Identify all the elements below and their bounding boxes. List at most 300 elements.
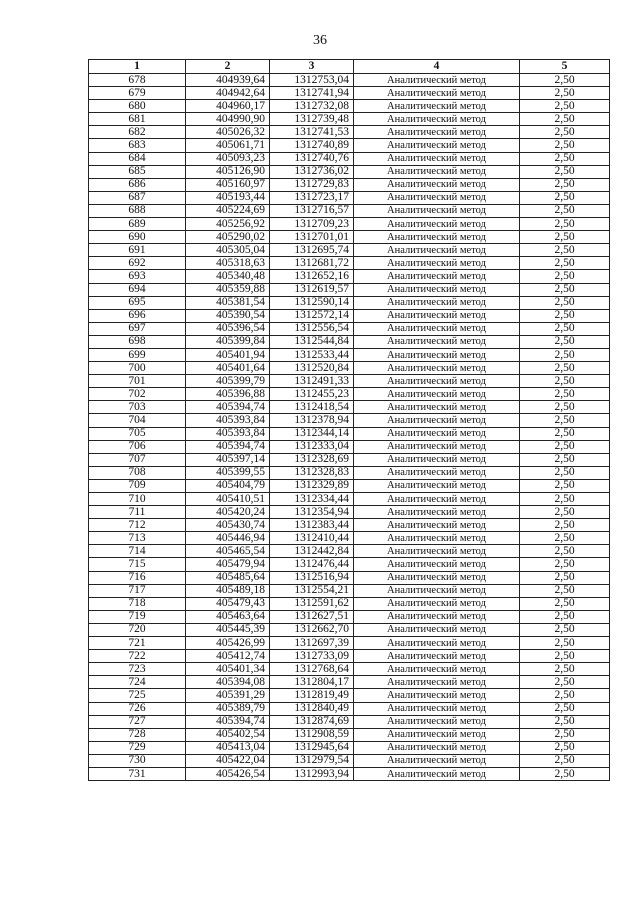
method-cell: Аналитический метод: [354, 637, 520, 650]
method-cell: Аналитический метод: [354, 650, 520, 663]
accuracy-cell: 2,50: [520, 204, 610, 217]
y-coordinate-cell: 1312334,44: [270, 493, 354, 506]
x-coordinate-cell: 405396,88: [186, 388, 270, 401]
point-number-cell: 681: [89, 113, 186, 126]
y-coordinate-cell: 1312572,14: [270, 309, 354, 322]
x-coordinate-cell: 405397,14: [186, 453, 270, 466]
accuracy-cell: 2,50: [520, 728, 610, 741]
column-header-4: 4: [354, 60, 520, 74]
accuracy-cell: 2,50: [520, 231, 610, 244]
accuracy-cell: 2,50: [520, 702, 610, 715]
x-coordinate-cell: 405391,29: [186, 689, 270, 702]
accuracy-cell: 2,50: [520, 113, 610, 126]
point-number-cell: 707: [89, 453, 186, 466]
accuracy-cell: 2,50: [520, 650, 610, 663]
table-row: [89, 519, 610, 532]
method-cell: Аналитический метод: [354, 597, 520, 610]
page-number: 36: [313, 33, 327, 48]
x-coordinate-cell: 405445,39: [186, 623, 270, 636]
point-number-cell: 699: [89, 348, 186, 361]
method-cell: Аналитический метод: [354, 623, 520, 636]
x-coordinate-cell: 405256,92: [186, 218, 270, 231]
method-cell: Аналитический метод: [354, 244, 520, 257]
table-body: [89, 74, 610, 781]
table-row: [89, 335, 610, 348]
x-coordinate-cell: 405430,74: [186, 519, 270, 532]
method-cell: Аналитический метод: [354, 388, 520, 401]
x-coordinate-cell: 405422,04: [186, 754, 270, 767]
method-cell: Аналитический метод: [354, 139, 520, 152]
coordinates-table: [88, 59, 610, 781]
x-coordinate-cell: 405396,54: [186, 322, 270, 335]
accuracy-cell: 2,50: [520, 401, 610, 414]
point-number-cell: 725: [89, 689, 186, 702]
point-number-cell: 716: [89, 571, 186, 584]
table-row: [89, 584, 610, 597]
point-number-cell: 696: [89, 309, 186, 322]
y-coordinate-cell: 1312354,94: [270, 506, 354, 519]
x-coordinate-cell: 405485,64: [186, 571, 270, 584]
y-coordinate-cell: 1312768,64: [270, 663, 354, 676]
method-cell: Аналитический метод: [354, 676, 520, 689]
table-row: [89, 558, 610, 571]
point-number-cell: 701: [89, 375, 186, 388]
x-coordinate-cell: 405465,54: [186, 545, 270, 558]
table-row: [89, 650, 610, 663]
y-coordinate-cell: 1312819,49: [270, 689, 354, 702]
accuracy-cell: 2,50: [520, 87, 610, 100]
accuracy-cell: 2,50: [520, 244, 610, 257]
x-coordinate-cell: 405359,88: [186, 283, 270, 296]
x-coordinate-cell: 405390,54: [186, 309, 270, 322]
y-coordinate-cell: 1312740,76: [270, 152, 354, 165]
accuracy-cell: 2,50: [520, 545, 610, 558]
method-cell: Аналитический метод: [354, 558, 520, 571]
table-row: [89, 296, 610, 309]
accuracy-cell: 2,50: [520, 571, 610, 584]
x-coordinate-cell: 405401,94: [186, 348, 270, 361]
method-cell: Аналитический метод: [354, 741, 520, 754]
y-coordinate-cell: 1312476,44: [270, 558, 354, 571]
x-coordinate-cell: 405193,44: [186, 191, 270, 204]
y-coordinate-cell: 1312695,74: [270, 244, 354, 257]
accuracy-cell: 2,50: [520, 296, 610, 309]
accuracy-cell: 2,50: [520, 663, 610, 676]
table-row: [89, 270, 610, 283]
table-row: [89, 309, 610, 322]
accuracy-cell: 2,50: [520, 322, 610, 335]
y-coordinate-cell: 1312410,44: [270, 532, 354, 545]
method-cell: Аналитический метод: [354, 113, 520, 126]
x-coordinate-cell: 405420,24: [186, 506, 270, 519]
accuracy-cell: 2,50: [520, 466, 610, 479]
accuracy-cell: 2,50: [520, 309, 610, 322]
table-row: [89, 741, 610, 754]
accuracy-cell: 2,50: [520, 676, 610, 689]
accuracy-cell: 2,50: [520, 584, 610, 597]
point-number-cell: 714: [89, 545, 186, 558]
point-number-cell: 680: [89, 100, 186, 113]
x-coordinate-cell: 404990,90: [186, 113, 270, 126]
y-coordinate-cell: 1312709,23: [270, 218, 354, 231]
accuracy-cell: 2,50: [520, 100, 610, 113]
accuracy-cell: 2,50: [520, 493, 610, 506]
method-cell: Аналитический метод: [354, 493, 520, 506]
point-number-cell: 706: [89, 440, 186, 453]
table-row: [89, 702, 610, 715]
accuracy-cell: 2,50: [520, 558, 610, 571]
x-coordinate-cell: 405446,94: [186, 532, 270, 545]
x-coordinate-cell: 405381,54: [186, 296, 270, 309]
point-number-cell: 683: [89, 139, 186, 152]
method-cell: Аналитический метод: [354, 204, 520, 217]
point-number-cell: 704: [89, 414, 186, 427]
point-number-cell: 710: [89, 493, 186, 506]
x-coordinate-cell: 405394,08: [186, 676, 270, 689]
table-row: [89, 453, 610, 466]
method-cell: Аналитический метод: [354, 466, 520, 479]
point-number-cell: 691: [89, 244, 186, 257]
column-header-5: 5: [520, 60, 610, 74]
y-coordinate-cell: 1312741,94: [270, 87, 354, 100]
x-coordinate-cell: 404939,64: [186, 74, 270, 87]
table-row: [89, 165, 610, 178]
method-cell: Аналитический метод: [354, 362, 520, 375]
table-row: [89, 218, 610, 231]
y-coordinate-cell: 1312619,57: [270, 283, 354, 296]
accuracy-cell: 2,50: [520, 479, 610, 492]
x-coordinate-cell: 405426,54: [186, 767, 270, 780]
method-cell: Аналитический метод: [354, 440, 520, 453]
point-number-cell: 684: [89, 152, 186, 165]
point-number-cell: 682: [89, 126, 186, 139]
y-coordinate-cell: 1312908,59: [270, 728, 354, 741]
accuracy-cell: 2,50: [520, 519, 610, 532]
point-number-cell: 689: [89, 218, 186, 231]
point-number-cell: 712: [89, 519, 186, 532]
method-cell: Аналитический метод: [354, 218, 520, 231]
point-number-cell: 697: [89, 322, 186, 335]
accuracy-cell: 2,50: [520, 506, 610, 519]
x-coordinate-cell: 405479,94: [186, 558, 270, 571]
accuracy-cell: 2,50: [520, 610, 610, 623]
table-row: [89, 100, 610, 113]
method-cell: Аналитический метод: [354, 532, 520, 545]
accuracy-cell: 2,50: [520, 335, 610, 348]
accuracy-cell: 2,50: [520, 623, 610, 636]
x-coordinate-cell: 405126,90: [186, 165, 270, 178]
point-number-cell: 728: [89, 728, 186, 741]
method-cell: Аналитический метод: [354, 702, 520, 715]
table-row: [89, 348, 610, 361]
accuracy-cell: 2,50: [520, 715, 610, 728]
point-number-cell: 705: [89, 427, 186, 440]
x-coordinate-cell: 405093,23: [186, 152, 270, 165]
point-number-cell: 719: [89, 610, 186, 623]
x-coordinate-cell: 405479,43: [186, 597, 270, 610]
y-coordinate-cell: 1312442,84: [270, 545, 354, 558]
point-number-cell: 687: [89, 191, 186, 204]
x-coordinate-cell: 405393,84: [186, 427, 270, 440]
x-coordinate-cell: 405305,04: [186, 244, 270, 257]
accuracy-cell: 2,50: [520, 754, 610, 767]
accuracy-cell: 2,50: [520, 597, 610, 610]
x-coordinate-cell: 405393,84: [186, 414, 270, 427]
table-row: [89, 322, 610, 335]
y-coordinate-cell: 1312344,14: [270, 427, 354, 440]
point-number-cell: 693: [89, 270, 186, 283]
table-row: [89, 113, 610, 126]
method-cell: Аналитический метод: [354, 165, 520, 178]
table-row: [89, 545, 610, 558]
x-coordinate-cell: 405318,63: [186, 257, 270, 270]
accuracy-cell: 2,50: [520, 414, 610, 427]
accuracy-cell: 2,50: [520, 126, 610, 139]
y-coordinate-cell: 1312328,83: [270, 466, 354, 479]
y-coordinate-cell: 1312739,48: [270, 113, 354, 126]
method-cell: Аналитический метод: [354, 519, 520, 532]
method-cell: Аналитический метод: [354, 178, 520, 191]
x-coordinate-cell: 405224,69: [186, 204, 270, 217]
accuracy-cell: 2,50: [520, 152, 610, 165]
y-coordinate-cell: 1312874,69: [270, 715, 354, 728]
table-row: [89, 728, 610, 741]
y-coordinate-cell: 1312516,94: [270, 571, 354, 584]
x-coordinate-cell: 405061,71: [186, 139, 270, 152]
method-cell: Аналитический метод: [354, 87, 520, 100]
y-coordinate-cell: 1312733,09: [270, 650, 354, 663]
method-cell: Аналитический метод: [354, 375, 520, 388]
method-cell: Аналитический метод: [354, 283, 520, 296]
y-coordinate-cell: 1312681,72: [270, 257, 354, 270]
method-cell: Аналитический метод: [354, 348, 520, 361]
point-number-cell: 718: [89, 597, 186, 610]
point-number-cell: 726: [89, 702, 186, 715]
x-coordinate-cell: 405399,84: [186, 335, 270, 348]
x-coordinate-cell: 405394,74: [186, 715, 270, 728]
method-cell: Аналитический метод: [354, 270, 520, 283]
point-number-cell: 688: [89, 204, 186, 217]
y-coordinate-cell: 1312329,89: [270, 479, 354, 492]
x-coordinate-cell: 405402,54: [186, 728, 270, 741]
table-row: [89, 493, 610, 506]
y-coordinate-cell: 1312732,08: [270, 100, 354, 113]
accuracy-cell: 2,50: [520, 348, 610, 361]
table-row: [89, 689, 610, 702]
method-cell: Аналитический метод: [354, 100, 520, 113]
method-cell: Аналитический метод: [354, 309, 520, 322]
table-row: [89, 74, 610, 87]
table-row: [89, 663, 610, 676]
y-coordinate-cell: 1312662,70: [270, 623, 354, 636]
table-row: [89, 506, 610, 519]
table-row: [89, 257, 610, 270]
y-coordinate-cell: 1312333,04: [270, 440, 354, 453]
point-number-cell: 722: [89, 650, 186, 663]
x-coordinate-cell: 405340,48: [186, 270, 270, 283]
point-number-cell: 678: [89, 74, 186, 87]
y-coordinate-cell: 1312328,69: [270, 453, 354, 466]
method-cell: Аналитический метод: [354, 453, 520, 466]
table-row: [89, 388, 610, 401]
y-coordinate-cell: 1312418,54: [270, 401, 354, 414]
point-number-cell: 700: [89, 362, 186, 375]
y-coordinate-cell: 1312520,84: [270, 362, 354, 375]
table-row: [89, 571, 610, 584]
point-number-cell: 720: [89, 623, 186, 636]
accuracy-cell: 2,50: [520, 165, 610, 178]
y-coordinate-cell: 1312697,39: [270, 637, 354, 650]
point-number-cell: 731: [89, 767, 186, 780]
method-cell: Аналитический метод: [354, 689, 520, 702]
accuracy-cell: 2,50: [520, 74, 610, 87]
method-cell: Аналитический метод: [354, 728, 520, 741]
point-number-cell: 698: [89, 335, 186, 348]
table-row: [89, 231, 610, 244]
method-cell: Аналитический метод: [354, 335, 520, 348]
table-row: [89, 637, 610, 650]
y-coordinate-cell: 1312701,01: [270, 231, 354, 244]
accuracy-cell: 2,50: [520, 191, 610, 204]
x-coordinate-cell: 405026,32: [186, 126, 270, 139]
accuracy-cell: 2,50: [520, 270, 610, 283]
point-number-cell: 730: [89, 754, 186, 767]
method-cell: Аналитический метод: [354, 506, 520, 519]
table-row: [89, 126, 610, 139]
accuracy-cell: 2,50: [520, 283, 610, 296]
y-coordinate-cell: 1312740,89: [270, 139, 354, 152]
point-number-cell: 685: [89, 165, 186, 178]
point-number-cell: 703: [89, 401, 186, 414]
method-cell: Аналитический метод: [354, 610, 520, 623]
method-cell: Аналитический метод: [354, 152, 520, 165]
x-coordinate-cell: 405401,64: [186, 362, 270, 375]
point-number-cell: 692: [89, 257, 186, 270]
table-row: [89, 597, 610, 610]
accuracy-cell: 2,50: [520, 139, 610, 152]
point-number-cell: 717: [89, 584, 186, 597]
y-coordinate-cell: 1312590,14: [270, 296, 354, 309]
y-coordinate-cell: 1312652,16: [270, 270, 354, 283]
x-coordinate-cell: 405426,99: [186, 637, 270, 650]
table-row: [89, 532, 610, 545]
table-row: [89, 427, 610, 440]
point-number-cell: 708: [89, 466, 186, 479]
method-cell: Аналитический метод: [354, 322, 520, 335]
y-coordinate-cell: 1312716,57: [270, 204, 354, 217]
y-coordinate-cell: 1312993,94: [270, 767, 354, 780]
method-cell: Аналитический метод: [354, 754, 520, 767]
point-number-cell: 709: [89, 479, 186, 492]
table-row: [89, 440, 610, 453]
y-coordinate-cell: 1312723,17: [270, 191, 354, 204]
x-coordinate-cell: 405160,97: [186, 178, 270, 191]
method-cell: Аналитический метод: [354, 414, 520, 427]
y-coordinate-cell: 1312556,54: [270, 322, 354, 335]
x-coordinate-cell: 405389,79: [186, 702, 270, 715]
table-row: [89, 283, 610, 296]
table-header-row: [89, 60, 610, 74]
y-coordinate-cell: 1312544,84: [270, 335, 354, 348]
x-coordinate-cell: 405410,51: [186, 493, 270, 506]
point-number-cell: 724: [89, 676, 186, 689]
accuracy-cell: 2,50: [520, 689, 610, 702]
table-row: [89, 623, 610, 636]
point-number-cell: 729: [89, 741, 186, 754]
method-cell: Аналитический метод: [354, 571, 520, 584]
y-coordinate-cell: 1312491,33: [270, 375, 354, 388]
column-header-1: 1: [89, 60, 186, 74]
x-coordinate-cell: 405394,74: [186, 440, 270, 453]
method-cell: Аналитический метод: [354, 715, 520, 728]
table-row: [89, 466, 610, 479]
method-cell: Аналитический метод: [354, 584, 520, 597]
accuracy-cell: 2,50: [520, 362, 610, 375]
point-number-cell: 702: [89, 388, 186, 401]
y-coordinate-cell: 1312455,23: [270, 388, 354, 401]
method-cell: Аналитический метод: [354, 663, 520, 676]
table-row: [89, 87, 610, 100]
x-coordinate-cell: 404942,64: [186, 87, 270, 100]
point-number-cell: 727: [89, 715, 186, 728]
accuracy-cell: 2,50: [520, 741, 610, 754]
method-cell: Аналитический метод: [354, 767, 520, 780]
table-row: [89, 244, 610, 257]
column-header-3: 3: [270, 60, 354, 74]
table-row: [89, 362, 610, 375]
method-cell: Аналитический метод: [354, 126, 520, 139]
accuracy-cell: 2,50: [520, 375, 610, 388]
x-coordinate-cell: 405290,02: [186, 231, 270, 244]
table-row: [89, 401, 610, 414]
x-coordinate-cell: 405399,55: [186, 466, 270, 479]
method-cell: Аналитический метод: [354, 191, 520, 204]
accuracy-cell: 2,50: [520, 257, 610, 270]
y-coordinate-cell: 1312736,02: [270, 165, 354, 178]
table-row: [89, 375, 610, 388]
method-cell: Аналитический метод: [354, 231, 520, 244]
accuracy-cell: 2,50: [520, 532, 610, 545]
x-coordinate-cell: 405394,74: [186, 401, 270, 414]
y-coordinate-cell: 1312627,51: [270, 610, 354, 623]
y-coordinate-cell: 1312945,64: [270, 741, 354, 754]
point-number-cell: 686: [89, 178, 186, 191]
y-coordinate-cell: 1312840,49: [270, 702, 354, 715]
y-coordinate-cell: 1312741,53: [270, 126, 354, 139]
y-coordinate-cell: 1312533,44: [270, 348, 354, 361]
accuracy-cell: 2,50: [520, 388, 610, 401]
accuracy-cell: 2,50: [520, 637, 610, 650]
x-coordinate-cell: 405413,04: [186, 741, 270, 754]
method-cell: Аналитический метод: [354, 296, 520, 309]
y-coordinate-cell: 1312804,17: [270, 676, 354, 689]
table-row: [89, 139, 610, 152]
x-coordinate-cell: 405463,64: [186, 610, 270, 623]
table-row: [89, 152, 610, 165]
table-row: [89, 191, 610, 204]
method-cell: Аналитический метод: [354, 427, 520, 440]
y-coordinate-cell: 1312753,04: [270, 74, 354, 87]
accuracy-cell: 2,50: [520, 453, 610, 466]
table-row: [89, 676, 610, 689]
y-coordinate-cell: 1312554,21: [270, 584, 354, 597]
method-cell: Аналитический метод: [354, 401, 520, 414]
column-header-2: 2: [186, 60, 270, 74]
accuracy-cell: 2,50: [520, 218, 610, 231]
table-row: [89, 479, 610, 492]
x-coordinate-cell: 405401,34: [186, 663, 270, 676]
table-row: [89, 204, 610, 217]
